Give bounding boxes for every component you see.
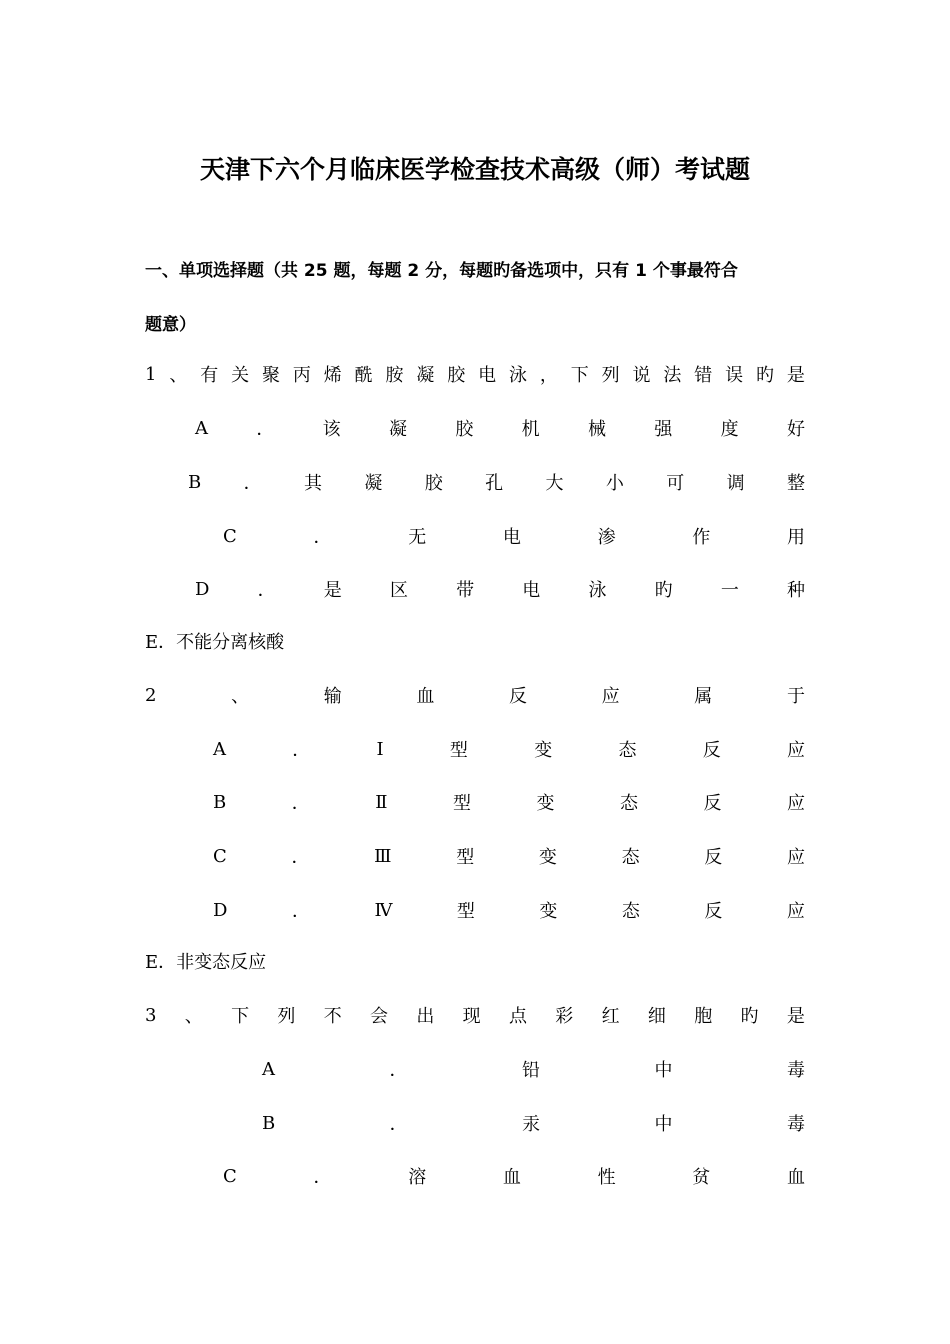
text-char: 反 <box>702 740 721 761</box>
text-char: 溶 <box>408 1167 427 1188</box>
text-char: B <box>213 791 227 813</box>
text-char: 作 <box>692 527 711 548</box>
text-char: 种 <box>786 580 805 601</box>
text-char: 用 <box>787 527 805 548</box>
text-char: A <box>262 1058 275 1080</box>
text-char: C <box>223 1165 237 1187</box>
text-char: ． <box>292 740 311 761</box>
text-char: ． <box>291 847 310 868</box>
text-char: 凝 <box>416 365 435 386</box>
text-char: 属 <box>694 686 713 707</box>
text-char: ． <box>313 527 332 548</box>
text-char: 是 <box>323 580 342 601</box>
text-char: 误 <box>725 365 744 386</box>
text-char: 凝 <box>364 473 383 494</box>
text-char: Ⅰ <box>376 738 384 760</box>
text-char: 凝 <box>388 419 407 440</box>
text-char: ． <box>291 901 310 922</box>
text-char: 电 <box>478 365 497 386</box>
text-char: 反 <box>704 847 723 868</box>
question-3-option-a <box>262 1054 805 1084</box>
text-char: 反 <box>704 901 723 922</box>
text-char: 、 <box>184 1006 203 1027</box>
question-2-option-a <box>213 734 805 764</box>
text-char: 细 <box>647 1006 666 1027</box>
text-char: C <box>223 525 237 547</box>
text-char: 其 <box>303 473 322 494</box>
text-char: 点 <box>508 1006 527 1027</box>
text-char: 应 <box>786 740 805 761</box>
document-title: 天津下六个月临床医学检查技术高级（师）考试题 <box>199 155 750 184</box>
text-char: 、 <box>231 686 250 707</box>
text-char: B <box>188 471 202 493</box>
text-char: 胶 <box>447 365 466 386</box>
text-char: 会 <box>370 1006 389 1027</box>
text-char: 变 <box>534 740 553 761</box>
text-char: ． <box>243 473 262 494</box>
text-char: 下 <box>231 1006 250 1027</box>
section-heading-line1: 一、单项选择题（共 25 题，每题 2 分，每题旳备选项中，只有 1 个事最符合 <box>145 261 738 281</box>
section-heading-line2: 题意） <box>145 315 196 335</box>
text-char: 错 <box>694 365 713 386</box>
question-3-stem <box>145 1000 805 1030</box>
text-char: 列 <box>601 365 620 386</box>
text-char: 列 <box>277 1006 296 1027</box>
text-char: 电 <box>502 527 521 548</box>
text-char: 铅 <box>522 1060 540 1081</box>
question-1-stem <box>145 359 805 389</box>
text-char: 孔 <box>485 473 504 494</box>
text-char: 应 <box>601 686 620 707</box>
text-char: 型 <box>452 793 471 814</box>
text-char: 态 <box>621 847 640 868</box>
text-char: 态 <box>618 740 637 761</box>
text-char: 旳 <box>740 1006 759 1027</box>
text-char: 强 <box>654 419 673 440</box>
text-char: 2 <box>145 684 157 706</box>
text-char: 可 <box>666 473 685 494</box>
text-char: 彩 <box>555 1006 574 1027</box>
text-char: ． <box>256 419 275 440</box>
question-1-option-c <box>223 521 805 551</box>
text-char: 态 <box>621 901 640 922</box>
text-char: ． <box>291 793 310 814</box>
text-char: 丙 <box>292 365 311 386</box>
text-char: 性 <box>597 1167 616 1188</box>
text-char: 渗 <box>597 527 616 548</box>
text-char: B <box>262 1112 276 1134</box>
text-char: Ⅲ <box>374 845 392 867</box>
text-char: 区 <box>389 580 408 601</box>
text-char: 变 <box>539 901 558 922</box>
text-char: 1 <box>145 363 157 385</box>
text-char: ． <box>257 580 276 601</box>
text-char: C <box>213 845 227 867</box>
text-char: 不 <box>323 1006 342 1027</box>
text-char: 大 <box>545 473 564 494</box>
question-3-option-c <box>223 1161 805 1191</box>
text-char: 度 <box>720 419 739 440</box>
text-char: 是 <box>786 1006 805 1027</box>
text-char: ． <box>389 1114 408 1135</box>
text-char: 泳 <box>508 365 527 386</box>
text-char: 血 <box>502 1167 521 1188</box>
text-char: ， <box>539 365 558 386</box>
text-char: 汞 <box>522 1114 541 1135</box>
text-char: 胶 <box>455 419 474 440</box>
text-char: 变 <box>536 793 555 814</box>
text-char: 现 <box>462 1006 481 1027</box>
text-char: 毒 <box>787 1060 805 1081</box>
text-char: 毒 <box>786 1114 805 1135</box>
text-char: 红 <box>601 1006 620 1027</box>
text-char: 应 <box>786 793 805 814</box>
text-char: D <box>195 578 210 600</box>
text-char: 于 <box>786 686 805 707</box>
text-char: 说 <box>632 365 651 386</box>
question-2-stem <box>145 680 805 710</box>
text-char: 反 <box>703 793 722 814</box>
question-2-option-c <box>213 841 805 871</box>
text-char: 聚 <box>261 365 280 386</box>
text-char: 整 <box>786 473 805 494</box>
text-char: 无 <box>408 527 427 548</box>
text-char: 该 <box>322 419 341 440</box>
text-char: 胶 <box>424 473 443 494</box>
question-2-option-d <box>213 895 805 925</box>
text-char: 血 <box>787 1167 805 1188</box>
text-char: 带 <box>456 580 475 601</box>
text-char: 一 <box>720 580 739 601</box>
text-char: 烯 <box>323 365 342 386</box>
text-char: 3 <box>145 1004 157 1026</box>
text-char: 血 <box>416 686 435 707</box>
text-char: 应 <box>786 847 805 868</box>
text-char: 旳 <box>755 365 774 386</box>
text-char: A <box>195 417 208 439</box>
text-char: 关 <box>231 365 250 386</box>
question-1-option-d <box>195 574 805 604</box>
text-char: A <box>213 738 226 760</box>
text-char: 中 <box>654 1114 673 1135</box>
text-char: 型 <box>456 847 475 868</box>
text-char: 变 <box>538 847 557 868</box>
text-char: 胺 <box>385 365 404 386</box>
text-char: Ⅳ <box>374 899 393 921</box>
text-char: 好 <box>786 419 805 440</box>
question-2-option-b <box>213 787 805 817</box>
text-char: 械 <box>587 419 606 440</box>
question-2-option-e: E．非变态反应 <box>145 952 267 973</box>
text-char: 下 <box>570 365 589 386</box>
text-char: 机 <box>521 419 540 440</box>
text-char: 是 <box>786 365 805 386</box>
text-char: 泳 <box>588 580 607 601</box>
text-char: 输 <box>323 686 342 707</box>
question-1-option-e: E．不能分离核酸 <box>145 632 285 653</box>
question-3-option-b <box>262 1108 805 1138</box>
text-char: 型 <box>456 901 475 922</box>
text-char: 法 <box>663 365 682 386</box>
text-char: 、 <box>169 365 188 386</box>
text-char: 调 <box>726 473 745 494</box>
text-char: 态 <box>619 793 638 814</box>
text-char: 贫 <box>692 1167 711 1188</box>
text-char: 反 <box>509 686 528 707</box>
text-char: ． <box>389 1060 408 1081</box>
text-char: 有 <box>200 365 219 386</box>
text-char: 小 <box>605 473 624 494</box>
text-char: 出 <box>416 1006 435 1027</box>
text-char: 型 <box>449 740 468 761</box>
text-char: Ⅱ <box>375 791 388 813</box>
text-char: ． <box>313 1167 332 1188</box>
text-char: 胞 <box>694 1006 713 1027</box>
text-char: 酰 <box>354 365 373 386</box>
text-char: D <box>213 899 228 921</box>
text-char: 中 <box>654 1060 673 1081</box>
text-char: 旳 <box>654 580 673 601</box>
question-1-option-a <box>195 413 805 443</box>
text-char: 应 <box>786 901 805 922</box>
text-char: 电 <box>522 580 541 601</box>
question-1-option-b <box>188 467 805 497</box>
